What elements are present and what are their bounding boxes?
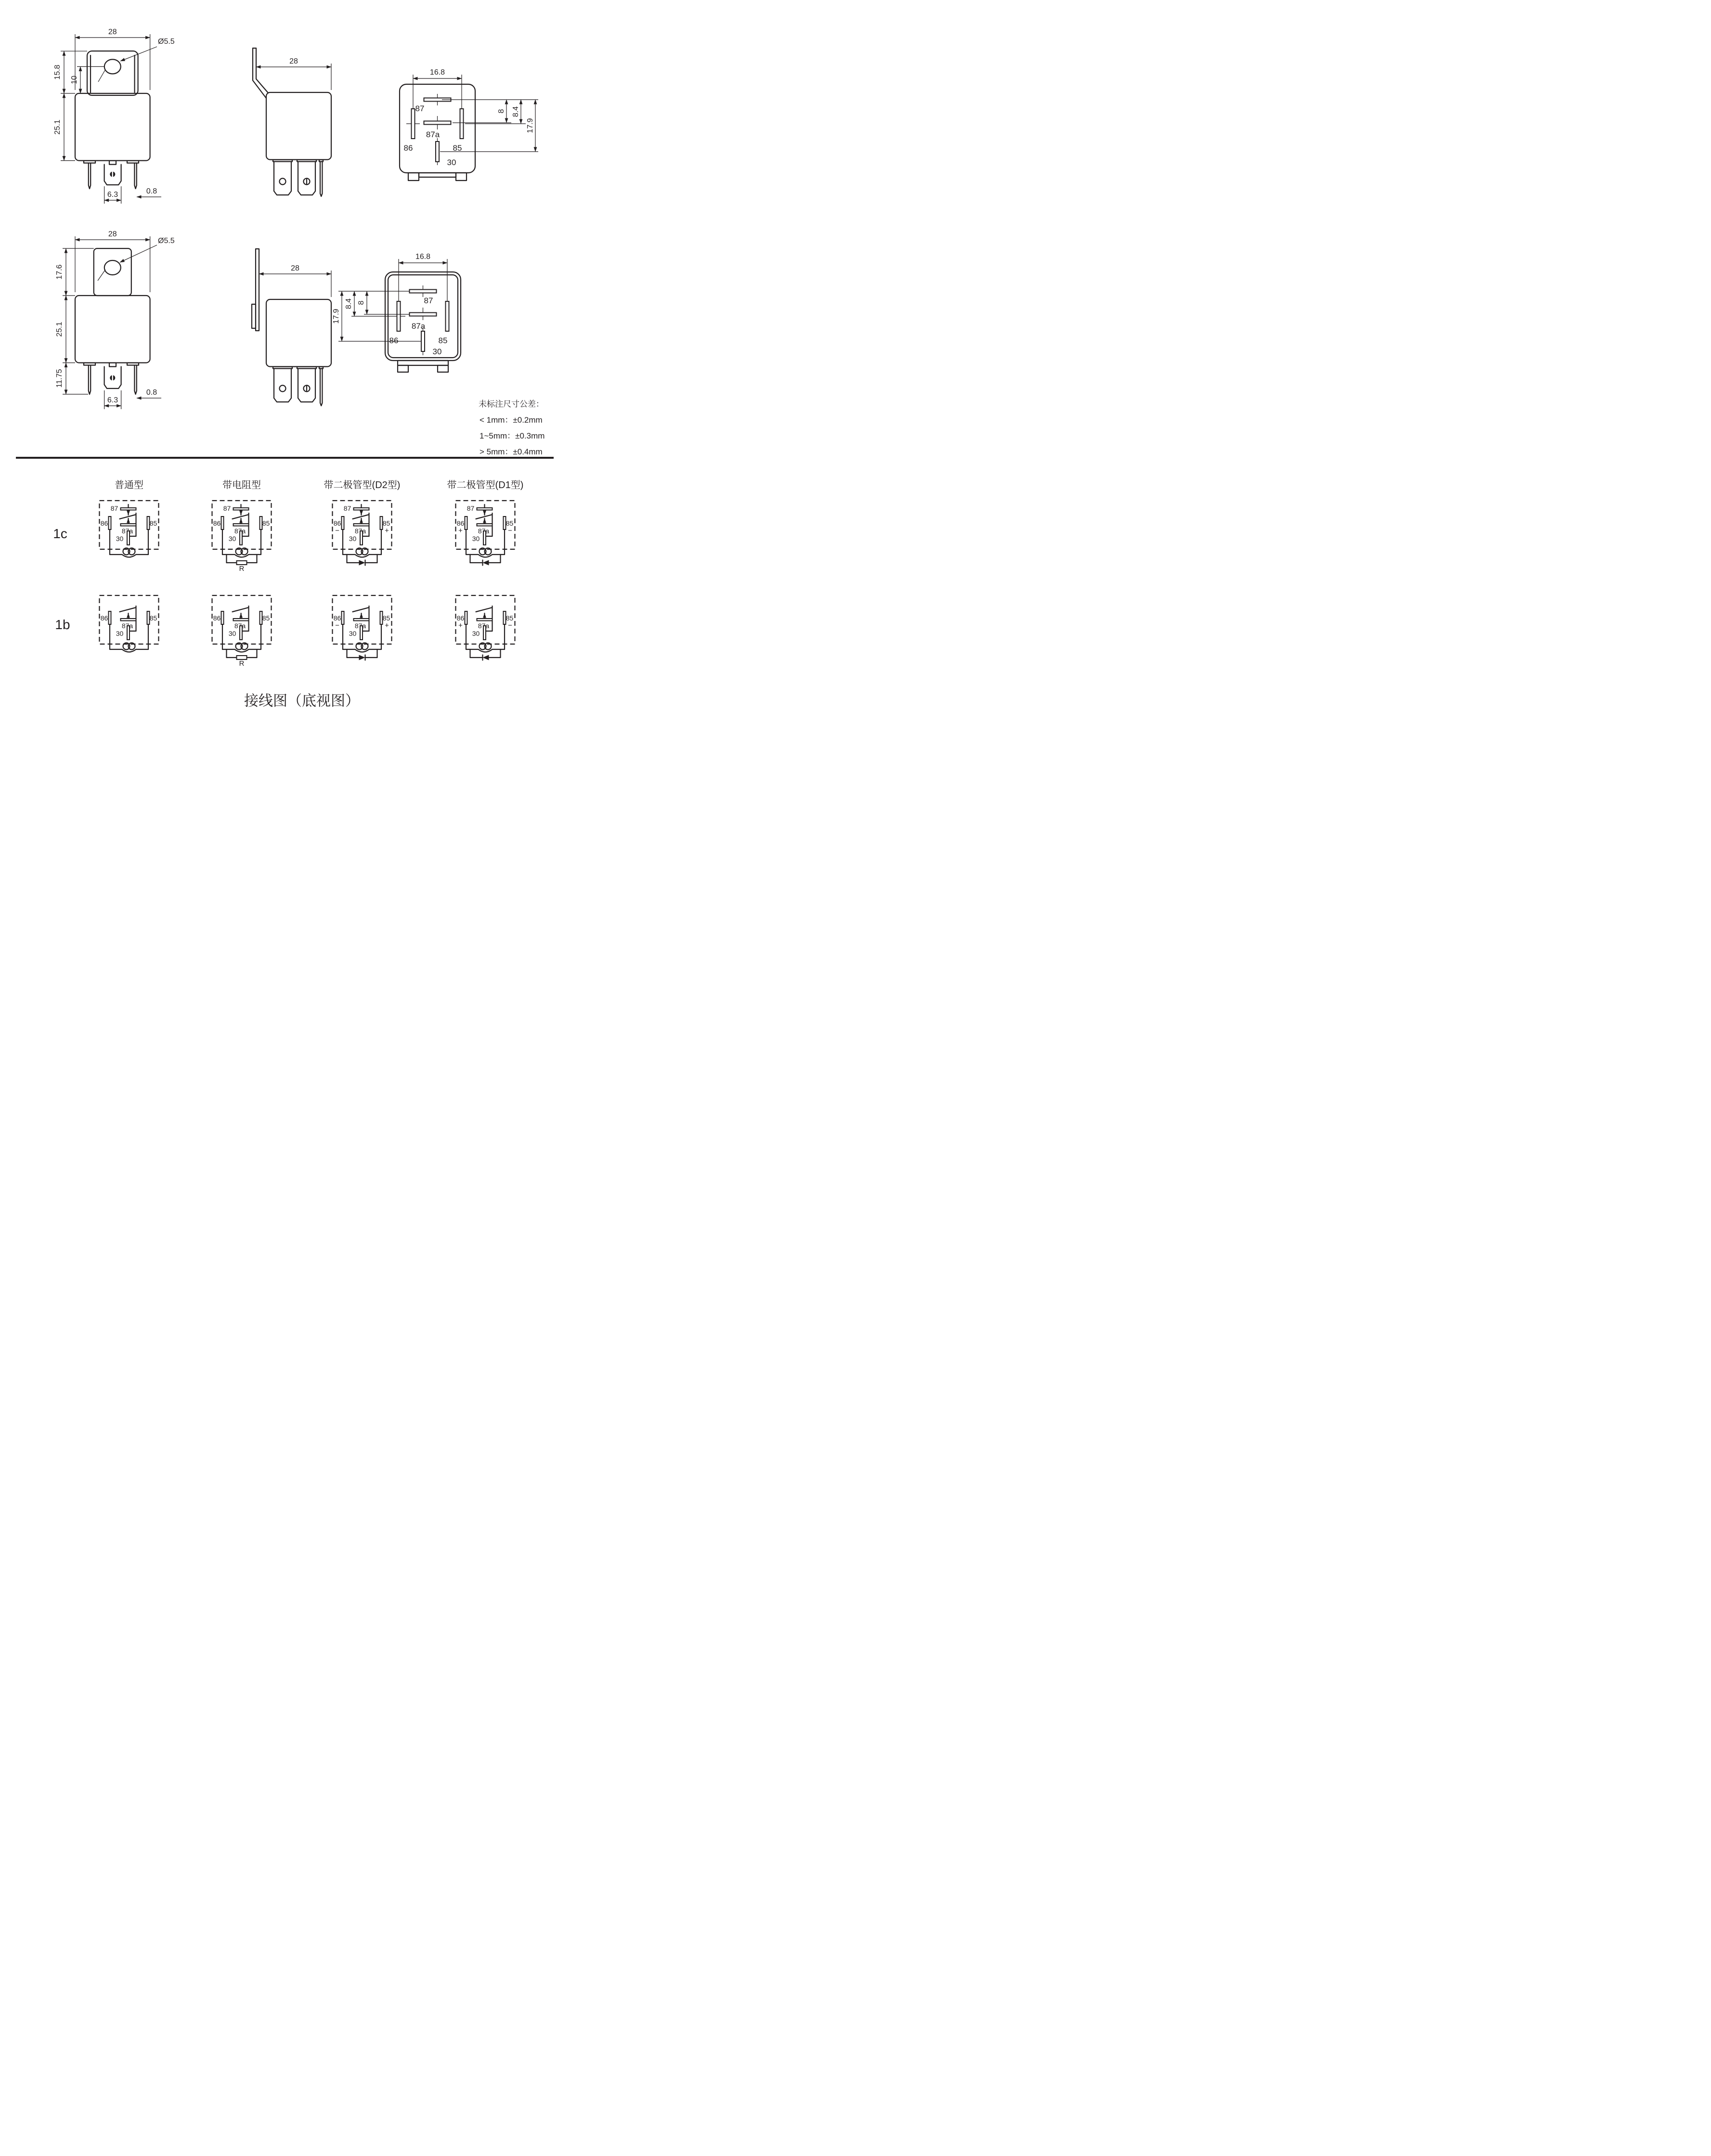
row2-side-view xyxy=(252,249,331,406)
dim-blade-width: 6.3 xyxy=(107,396,118,404)
pin-85 xyxy=(460,109,464,139)
relay-datasheet-drawing xyxy=(0,0,570,719)
dim-body-height: 25.1 xyxy=(55,322,64,337)
pin-label-87: 87 xyxy=(343,504,351,512)
dim-pin-thickness: 0.8 xyxy=(146,388,157,397)
tolerance-line-3: > 5mm：±0.4mm xyxy=(480,447,543,456)
wiring-cell-1b-diode-d2 xyxy=(333,595,392,660)
pin-label-30: 30 xyxy=(349,630,357,637)
dim-pin-spacing: 16.8 xyxy=(415,253,431,261)
row-label-1b: 1b xyxy=(55,617,70,632)
dim-87-87a: 8 xyxy=(497,109,506,114)
polarity-minus: − xyxy=(508,621,512,630)
pin-label-87: 87 xyxy=(424,296,433,305)
pin-86 xyxy=(412,109,415,139)
dim-hole-dia: Ø5.5 xyxy=(158,38,175,46)
pin-label-87a: 87a xyxy=(354,527,366,535)
dim-body-height: 25.1 xyxy=(53,119,62,135)
polarity-plus: + xyxy=(458,621,463,630)
relay-body xyxy=(266,92,331,160)
column-header-diode-d1: 带二极管型(D1型) xyxy=(447,480,524,491)
dim-87-85: 8.4 xyxy=(345,298,353,310)
dim-tab-height: 17.6 xyxy=(55,264,64,280)
pin-thin-right xyxy=(134,365,136,394)
pin-label-86: 86 xyxy=(456,519,465,527)
row1-side-view xyxy=(253,48,331,196)
pin-label-86: 86 xyxy=(403,143,413,153)
polarity-plus: + xyxy=(385,621,389,630)
dim-depth: 28 xyxy=(291,264,299,272)
pin-label-30: 30 xyxy=(349,535,357,542)
pin-86 xyxy=(397,301,401,331)
pin-label-30: 30 xyxy=(116,535,124,542)
pin-label-30: 30 xyxy=(228,630,236,637)
tolerance-note xyxy=(479,400,544,456)
row2-front-view xyxy=(55,230,175,409)
dim-87-85: 8.4 xyxy=(512,106,520,117)
dim-hole-to-body: 10 xyxy=(70,76,78,84)
pin-30 xyxy=(421,331,425,351)
dim-87-30: 17.9 xyxy=(526,118,534,133)
pin-label-30: 30 xyxy=(228,535,236,542)
pin-label-87a: 87a xyxy=(121,622,133,630)
pin-label-85: 85 xyxy=(262,614,270,622)
pin-label-87a: 87a xyxy=(426,130,440,139)
pin-label-87a: 87a xyxy=(234,622,246,630)
dim-depth: 28 xyxy=(289,57,298,65)
wiring-cell-1c-diode-d1 xyxy=(456,501,515,566)
pin-label-86: 86 xyxy=(333,519,341,527)
wiring-cell-1b-diode-d1 xyxy=(456,595,515,660)
tolerance-line-1: < 1mm：±0.2mm xyxy=(480,415,543,425)
pin-label-87a: 87a xyxy=(478,527,490,535)
pin-label-30: 30 xyxy=(472,535,480,542)
wiring-cell-1b-resistor xyxy=(212,595,272,668)
dim-87-30: 17.9 xyxy=(332,309,340,324)
row1-front-view xyxy=(53,28,175,204)
pin-label-85: 85 xyxy=(438,336,448,345)
relay-body xyxy=(266,299,331,367)
row2-bottom-view xyxy=(332,253,461,372)
dim-87-87a: 8 xyxy=(357,300,365,305)
pin-label-86: 86 xyxy=(333,614,341,622)
pin-label-30: 30 xyxy=(447,158,456,167)
pin-label-87: 87 xyxy=(110,504,118,512)
dim-top-width: 28 xyxy=(108,28,117,36)
wiring-cell-1c-resistor xyxy=(212,501,272,573)
column-header-ordinary: 普通型 xyxy=(115,480,143,491)
resistor-label: R xyxy=(239,659,245,668)
pin-85 xyxy=(446,301,449,331)
pin-label-87: 87 xyxy=(415,104,425,113)
dim-blade-width: 6.3 xyxy=(107,191,118,199)
pin-label-87: 87 xyxy=(467,504,475,512)
polarity-minus: − xyxy=(335,527,339,535)
column-header-diode-d2: 带二极管型(D2型) xyxy=(324,480,401,491)
pin-label-30: 30 xyxy=(432,347,442,356)
pin-label-87a: 87a xyxy=(354,622,366,630)
dim-tab-height: 15.8 xyxy=(53,65,62,80)
tolerance-line-2: 1~5mm：±0.3mm xyxy=(480,431,545,440)
pin-87 xyxy=(410,290,437,293)
pin-label-85: 85 xyxy=(506,614,514,622)
pin-87a xyxy=(424,121,451,125)
pin-87a xyxy=(410,313,437,316)
relay-body xyxy=(75,296,150,363)
pin-30 xyxy=(436,142,439,162)
pin-label-85: 85 xyxy=(506,519,514,527)
polarity-minus: − xyxy=(335,621,339,630)
mounting-hole xyxy=(104,260,121,275)
pin-label-87a: 87a xyxy=(234,527,246,535)
pin-label-85: 85 xyxy=(149,614,157,622)
wiring-cell-1c-ordinary xyxy=(100,501,159,557)
pin-label-85: 85 xyxy=(453,143,462,153)
pin-label-86: 86 xyxy=(456,614,465,622)
dim-pin-thickness: 0.8 xyxy=(146,187,157,195)
mounting-tab xyxy=(94,248,131,296)
dim-top-width: 28 xyxy=(108,230,117,238)
wiring-cell-1c-diode-d2 xyxy=(333,501,392,566)
polarity-plus: + xyxy=(385,527,389,535)
column-header-resistor: 带电阻型 xyxy=(222,480,261,491)
pin-label-87: 87 xyxy=(223,504,231,512)
pin-thin-right xyxy=(134,163,136,189)
pin-label-30: 30 xyxy=(472,630,480,637)
pin-label-86: 86 xyxy=(213,519,221,527)
pin-label-86: 86 xyxy=(100,519,108,527)
polarity-minus: − xyxy=(508,527,512,535)
pin-label-86: 86 xyxy=(100,614,108,622)
pin-thin-left xyxy=(89,365,91,394)
pin-label-85: 85 xyxy=(382,614,390,622)
polarity-plus: + xyxy=(458,527,463,535)
pin-label-87a: 87a xyxy=(478,622,490,630)
dim-pin-spacing: 16.8 xyxy=(429,68,445,77)
pin-thin-left xyxy=(89,163,91,189)
pin-thin xyxy=(320,162,322,196)
mounting-hole xyxy=(104,59,121,74)
resistor-label: R xyxy=(239,565,245,573)
pin-label-86: 86 xyxy=(213,614,221,622)
pin-label-30: 30 xyxy=(116,630,124,637)
pin-label-87a: 87a xyxy=(411,322,426,331)
row1-bottom-view xyxy=(400,68,538,181)
pin-label-85: 85 xyxy=(262,519,270,527)
tolerance-title: 未标注尺寸公差： xyxy=(479,400,544,409)
pin-label-87a: 87a xyxy=(121,527,133,535)
mounting-tab xyxy=(87,51,138,95)
row-label-1c: 1c xyxy=(53,526,67,541)
dim-pin-length: 11.75 xyxy=(55,369,64,388)
pin-thin xyxy=(320,369,322,406)
pin-label-85: 85 xyxy=(382,519,390,527)
wiring-caption: 接线图（底视图） xyxy=(244,693,360,709)
dim-hole-dia: Ø5.5 xyxy=(158,237,175,245)
mounting-tab xyxy=(253,48,266,98)
pin-label-86: 86 xyxy=(389,336,399,345)
wiring-cell-1b-ordinary xyxy=(100,595,159,652)
pin-label-85: 85 xyxy=(149,519,157,527)
relay-body xyxy=(75,93,150,161)
